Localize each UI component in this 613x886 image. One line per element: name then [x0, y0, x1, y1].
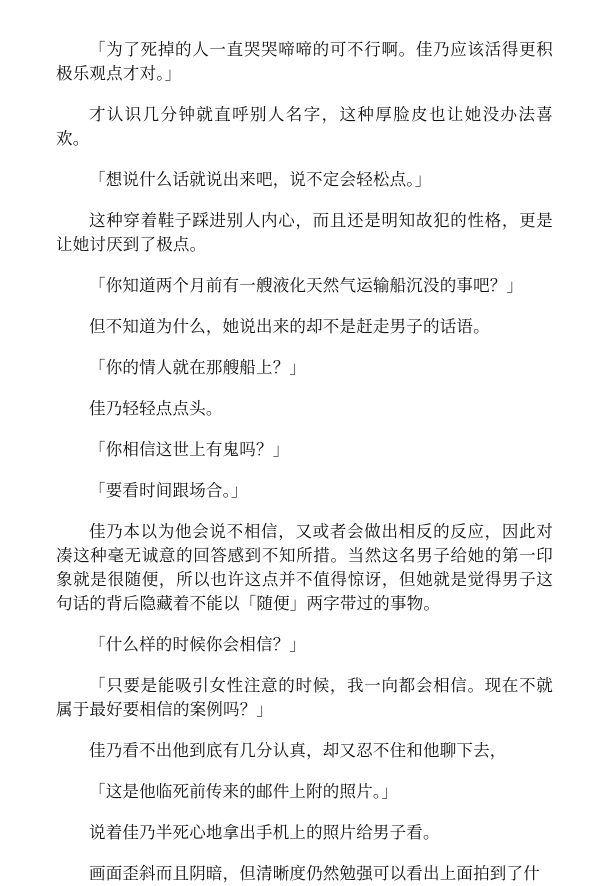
paragraph: 说着佳乃半死心地拿出手机上的照片给男子看。 — [89, 823, 440, 842]
paragraph: 但不知道为什么，她说出来的却不是赶走男子的话语。 — [89, 317, 490, 336]
paragraph: 「这是他临死前传来的邮件上附的照片。」 — [89, 782, 399, 801]
paragraph: 「你相信这世上有鬼吗？」 — [89, 440, 290, 459]
paragraph: 「为了死掉的人一直哭哭啼啼的可不行啊。佳乃应该活得更积极乐观点才对。」 — [56, 40, 553, 83]
paragraph: 画面歪斜而且阴暗，但清晰度仍然勉强可以看出上面拍到了什 — [89, 864, 540, 883]
paragraph: 佳乃本以为他会说不相信，又或者会做出相反的反应，因此对凑这种毫无诚意的回答感到不知所措。当然这名男子给她的第一印象就是很随便，所以也许这点并不值得惊讶，但她就是觉得男子这句话的背后隐藏着不能以「随便」两字带过的事物。 — [56, 522, 553, 613]
paragraph: 「你知道两个月前有一艘液化天然气运输船沉没的事吧？」 — [89, 276, 524, 295]
paragraph: 佳乃轻轻点点头。 — [89, 399, 223, 418]
paragraph: 「什么样的时候你会相信？」 — [89, 635, 307, 654]
paragraph: 「想说什么话就说出来吧，说不定会轻松点。」 — [89, 170, 432, 189]
paragraph: 这种穿着鞋子踩进别人内心，而且还是明知故犯的性格，更是让她讨厌到了极点。 — [56, 211, 553, 254]
paragraph: 才认识几分钟就直呼别人名字，这种厚脸皮也让她没办法喜欢。 — [56, 105, 553, 148]
paragraph: 佳乃看不出他到底有几分认真，却又忍不住和他聊下去， — [89, 741, 507, 760]
paragraph: 「你的情人就在那艘船上？」 — [89, 358, 307, 377]
paragraph: 「只要是能吸引女性注意的时候，我一向都会相信。现在不就属于最好要相信的案例吗？」 — [56, 676, 553, 719]
paragraph: 「要看时间跟场合。」 — [89, 481, 248, 500]
